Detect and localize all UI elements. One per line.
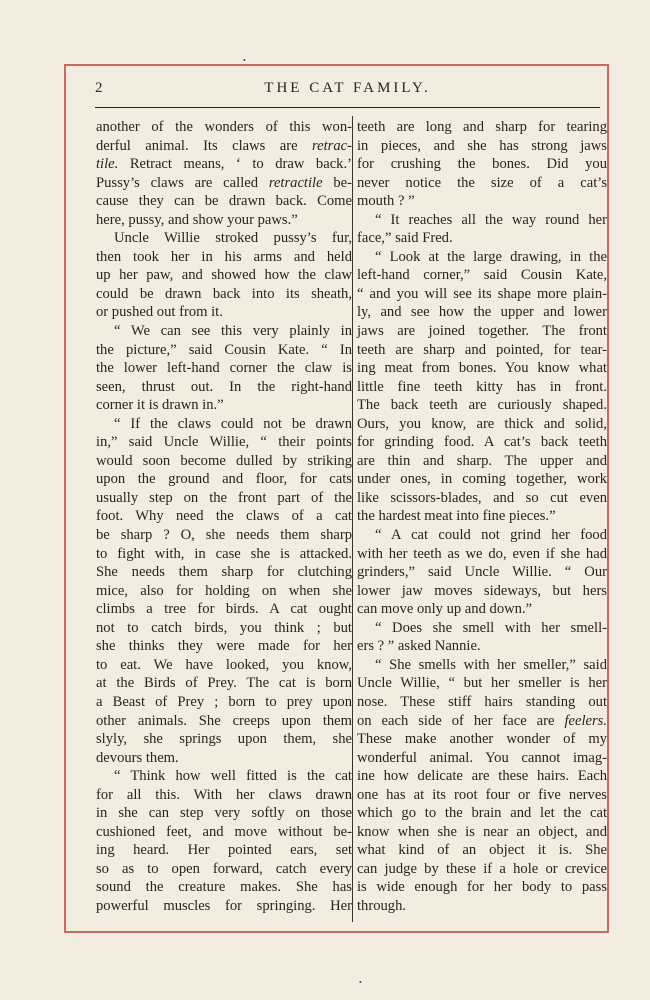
text-line: a Beast of Prey ; born to prey upon — [96, 693, 352, 710]
running-title: THE CAT FAMILY. — [264, 80, 431, 96]
text-line: “ It reaches all the way round her — [375, 211, 607, 228]
text-line: ers ? ” asked Nannie. — [357, 638, 481, 655]
text-line: the hardest meat into fine pieces.” — [357, 508, 556, 525]
text-line: could be drawn back into its sheath, — [96, 285, 352, 302]
text-line: teeth are sharp and pointed, for tear- — [357, 341, 607, 358]
text-line: devours them. — [96, 749, 179, 766]
text-line: other animals. She creeps upon them — [96, 712, 352, 729]
text-line: up her paw, and showed how the claw — [96, 267, 352, 284]
text-line: be sharp ? O, she needs them sharp — [96, 527, 352, 544]
left-column — [96, 118, 352, 916]
text-line: seen, thrust out. In the right-hand — [96, 378, 352, 395]
print-mark: • — [359, 978, 362, 987]
text-line: She needs them sharp for clutching — [96, 564, 352, 581]
text-line: in she can step very softly on those — [96, 805, 352, 822]
text-line: “ Does she smell with her smell- — [375, 619, 607, 636]
text-line: grinders,” said Uncle Willie. “ Our — [357, 564, 607, 581]
text-line: Uncle Willie, “ but her smeller is her — [357, 675, 607, 692]
text-line: left-hand corner,” said Cousin Kate, — [357, 267, 607, 284]
text-line: little fine teeth kitty has in front. — [357, 378, 607, 395]
text-line: “ She smells with her smeller,” said — [375, 656, 607, 673]
text-line: face,” said Fred. — [357, 230, 453, 247]
text-line: know when she is near an object, and — [357, 823, 607, 840]
text-line: under ones, in coming together, work — [357, 471, 607, 488]
text-line: climbs a tree for birds. A cat ought — [96, 601, 352, 618]
text-line: in,” said Uncle Willie, “ their points — [96, 434, 352, 451]
text-line: sound the creature makes. She has — [96, 879, 352, 896]
text-line: then took her in his arms and held — [96, 248, 352, 265]
running-header — [95, 78, 600, 102]
text-line: for all this. With her claws drawn — [96, 786, 352, 803]
text-line: wonderful animal. You cannot imag- — [357, 749, 607, 766]
text-line: ing meat from bones. You know what — [357, 360, 607, 377]
text-line: teeth are long and sharp for tearing — [357, 119, 607, 135]
text-line: ing heard. Her pointed ears, set — [96, 842, 352, 859]
text-line: can judge by these if a hole or crevice — [357, 860, 607, 877]
header-rule — [95, 107, 600, 108]
text-line: mice, also for holding on when she — [96, 582, 352, 599]
text-line: to eat. We have looked, you know, — [96, 656, 352, 673]
text-line: usually step on the front part of the — [96, 489, 352, 506]
text-line: the lower left-hand corner the claw is — [96, 360, 352, 377]
text-line: at the Birds of Prey. The cat is born — [96, 675, 352, 692]
text-line: Pussy’s claws are called retractile be- — [96, 174, 352, 191]
page-number: 2 — [95, 80, 103, 96]
text-line: the picture,” said Cousin Kate. “ In — [96, 341, 352, 358]
text-line: one has at its root four or five nerves — [357, 786, 607, 803]
text-line: for grinding food. A cat’s back teeth — [357, 434, 607, 451]
text-line: “ A cat could not grind her food — [375, 527, 607, 544]
text-line: corner it is drawn in.” — [96, 397, 224, 414]
text-line: in pieces, and she has strong jaws — [357, 137, 607, 154]
text-line: foot. Why need the claws of a cat — [96, 508, 352, 525]
text-line: not to catch birds, you think ; but — [96, 619, 352, 636]
text-line: she thinks they were made for her — [96, 638, 352, 655]
text-line: another of the wonders of this won- — [96, 119, 352, 135]
text-line: “ and you will see its shape more plain- — [357, 285, 607, 302]
text-line: slyly, she springs upon them, she — [96, 731, 352, 748]
text-line: nose. These stiff hairs standing out — [357, 693, 607, 710]
print-mark: • — [243, 56, 246, 65]
text-line: derful animal. Its claws are retrac- — [96, 137, 352, 154]
text-line: mouth ? ” — [357, 193, 415, 210]
right-column — [357, 118, 607, 916]
text-line: like scissors-blades, and so cut even — [357, 489, 607, 506]
text-line: is wide enough for her body to pass — [357, 879, 607, 896]
text-line: “ If the claws could not be drawn — [114, 415, 352, 432]
text-line: jaws are joined together. The front — [357, 323, 607, 340]
text-line: The back teeth are curiously shaped. — [357, 397, 607, 414]
text-line: upon the ground and floor, for cats — [96, 471, 352, 488]
text-line: “ Look at the large drawing, in the — [375, 248, 607, 265]
text-line: These make another wonder of my — [357, 731, 607, 748]
text-line: or pushed out from it. — [96, 304, 223, 321]
text-line: which go to the brain and let the cat — [357, 805, 607, 822]
text-line: here, pussy, and show your paws.” — [96, 211, 298, 228]
text-line: for crushing the bones. Did you — [357, 156, 607, 173]
text-line: to fight with, in case she is attacked. — [96, 545, 352, 562]
text-line: what kind of an object it is. She — [357, 842, 607, 859]
text-line: can move only up and down.” — [357, 601, 533, 618]
text-line: ine how delicate are these hairs. Each — [357, 768, 607, 785]
text-line: Uncle Willie stroked pussy’s fur, — [114, 230, 352, 247]
text-line: “ Think how well fitted is the cat — [114, 768, 352, 785]
text-line: never notice the size of a cat’s — [357, 174, 607, 191]
text-line: are thin and sharp. The upper and — [357, 452, 607, 469]
text-line: cushioned feet, and move without be- — [96, 823, 352, 840]
text-line: so as to open forward, catch every — [96, 860, 352, 877]
text-line: “ We can see this very plainly in — [114, 323, 352, 340]
text-line: cause they can be drawn back. Come — [96, 193, 352, 210]
text-line: Ours, you know, are thick and solid, — [357, 415, 607, 432]
text-line: would soon become dulled by striking — [96, 452, 352, 469]
column-divider — [352, 116, 353, 922]
text-line: powerful muscles for springing. Her — [96, 897, 352, 914]
text-line: with her teeth as we do, even if she had — [357, 545, 607, 562]
text-line: through. — [357, 897, 407, 914]
text-line: on each side of her face are feelers. — [357, 712, 607, 729]
text-line: lower jaw moves sideways, but hers — [357, 582, 607, 599]
text-line: ly, and see how the upper and lower — [357, 304, 607, 321]
text-line: tile. Retract means, ‘ to draw back.’ — [96, 156, 352, 173]
